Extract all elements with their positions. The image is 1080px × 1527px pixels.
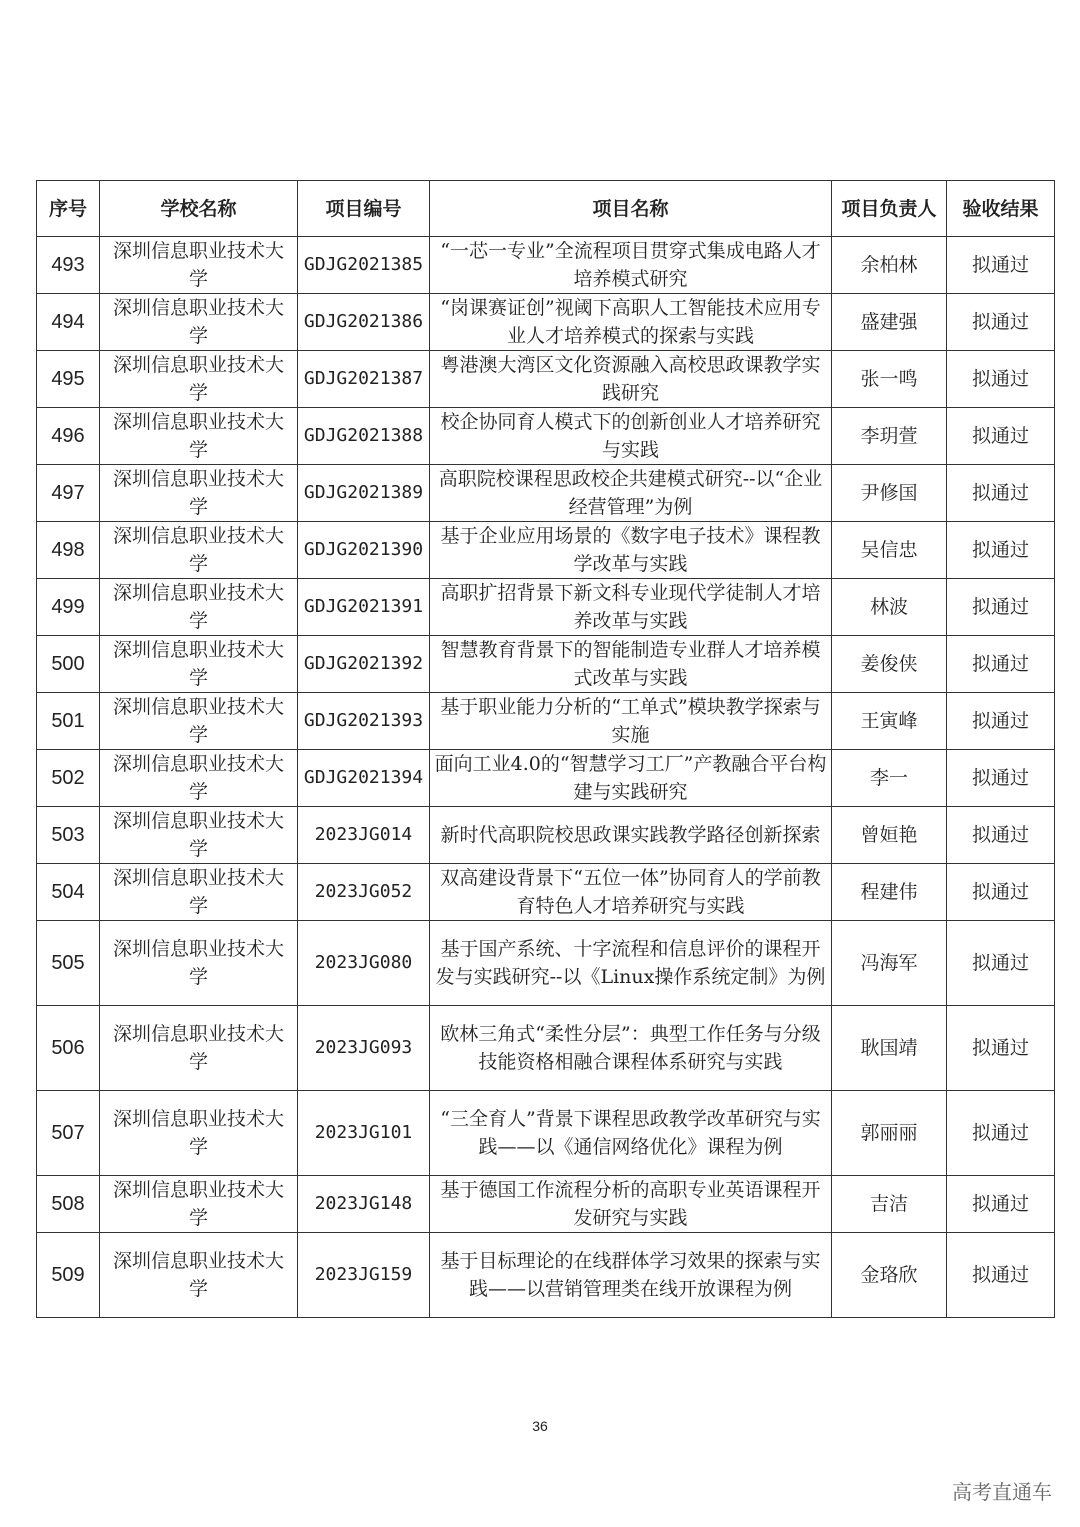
table-row (37, 1091, 1055, 1176)
project-name-cell: 智慧教育背景下的智能制造专业群人才培养模式改革与实践 (430, 636, 832, 693)
project-name-cell: 高职院校课程思政校企共建模式研究--以“企业经营管理”为例 (430, 465, 832, 522)
school-name-cell: 深圳信息职业技术大学 (100, 864, 298, 921)
school-name-cell: 深圳信息职业技术大学 (100, 522, 298, 579)
acceptance-result-cell: 拟通过 (947, 522, 1055, 579)
project-leader-cell: 李一 (832, 750, 947, 807)
acceptance-result-cell: 拟通过 (947, 579, 1055, 636)
row-number-cell: 503 (37, 807, 100, 864)
project-code-cell: 2023JG148 (298, 1176, 430, 1233)
project-leader-cell: 郭丽丽 (832, 1091, 947, 1176)
project-leader-cell: 吴信忠 (832, 522, 947, 579)
school-name-cell: 深圳信息职业技术大学 (100, 408, 298, 465)
project-code-cell: GDJG2021394 (298, 750, 430, 807)
project-leader-cell: 张一鸣 (832, 351, 947, 408)
row-number-cell: 501 (37, 693, 100, 750)
project-leader-cell: 林波 (832, 579, 947, 636)
project-code-cell: GDJG2021391 (298, 579, 430, 636)
project-leader-cell: 余柏林 (832, 237, 947, 294)
school-name-cell: 深圳信息职业技术大学 (100, 351, 298, 408)
project-name-cell: 新时代高职院校思政课实践教学路径创新探索 (430, 807, 832, 864)
school-name-cell: 深圳信息职业技术大学 (100, 1233, 298, 1318)
school-name-cell: 深圳信息职业技术大学 (100, 465, 298, 522)
project-code-cell: 2023JG159 (298, 1233, 430, 1318)
project-code-cell: 2023JG052 (298, 864, 430, 921)
row-number-cell: 495 (37, 351, 100, 408)
project-name-cell: 基于目标理论的在线群体学习效果的探索与实践——以营销管理类在线开放课程为例 (430, 1233, 832, 1318)
header-project-name: 项目名称 (430, 181, 832, 237)
table-row (37, 351, 1055, 408)
project-name-cell: 欧林三角式“柔性分层”：典型工作任务与分级技能资格相融合课程体系研究与实践 (430, 1006, 832, 1091)
project-code-cell: GDJG2021387 (298, 351, 430, 408)
acceptance-result-cell: 拟通过 (947, 294, 1055, 351)
acceptance-result-cell: 拟通过 (947, 1233, 1055, 1318)
table-row (37, 294, 1055, 351)
school-name-cell: 深圳信息职业技术大学 (100, 636, 298, 693)
row-number-cell: 504 (37, 864, 100, 921)
table-row (37, 579, 1055, 636)
acceptance-result-cell: 拟通过 (947, 1006, 1055, 1091)
school-name-cell: 深圳信息职业技术大学 (100, 294, 298, 351)
project-code-cell: GDJG2021386 (298, 294, 430, 351)
acceptance-result-cell: 拟通过 (947, 237, 1055, 294)
project-code-cell: 2023JG101 (298, 1091, 430, 1176)
table-row (37, 1006, 1055, 1091)
project-leader-cell: 冯海军 (832, 921, 947, 1006)
project-leader-cell: 程建伟 (832, 864, 947, 921)
project-code-cell: 2023JG014 (298, 807, 430, 864)
school-name-cell: 深圳信息职业技术大学 (100, 579, 298, 636)
school-name-cell: 深圳信息职业技术大学 (100, 921, 298, 1006)
table-row (37, 522, 1055, 579)
project-code-cell: 2023JG093 (298, 1006, 430, 1091)
project-name-cell: 基于国产系统、十字流程和信息评价的课程开发与实践研究--以《Linux操作系统定制》为例 (430, 921, 832, 1006)
project-code-cell: GDJG2021388 (298, 408, 430, 465)
project-name-cell: 粤港澳大湾区文化资源融入高校思政课教学实践研究 (430, 351, 832, 408)
table-row (37, 465, 1055, 522)
table-row (37, 636, 1055, 693)
header-no: 序号 (37, 181, 100, 237)
table-body (37, 237, 1055, 1318)
row-number-cell: 506 (37, 1006, 100, 1091)
school-name-cell: 深圳信息职业技术大学 (100, 1176, 298, 1233)
row-number-cell: 507 (37, 1091, 100, 1176)
project-name-cell: 基于职业能力分析的“工单式”模块教学探索与实施 (430, 693, 832, 750)
school-name-cell: 深圳信息职业技术大学 (100, 1006, 298, 1091)
project-code-cell: 2023JG080 (298, 921, 430, 1006)
header-school: 学校名称 (100, 181, 298, 237)
table-row (37, 693, 1055, 750)
row-number-cell: 508 (37, 1176, 100, 1233)
row-number-cell: 496 (37, 408, 100, 465)
row-number-cell: 502 (37, 750, 100, 807)
acceptance-result-cell: 拟通过 (947, 693, 1055, 750)
table-row (37, 807, 1055, 864)
project-name-cell: 基于德国工作流程分析的高职专业英语课程开发研究与实践 (430, 1176, 832, 1233)
acceptance-result-cell: 拟通过 (947, 1091, 1055, 1176)
project-acceptance-table (36, 180, 1055, 1318)
table-row (37, 1233, 1055, 1318)
project-name-cell: 高职扩招背景下新文科专业现代学徒制人才培养改革与实践 (430, 579, 832, 636)
acceptance-result-cell: 拟通过 (947, 807, 1055, 864)
table-row (37, 921, 1055, 1006)
row-number-cell: 498 (37, 522, 100, 579)
acceptance-result-cell: 拟通过 (947, 408, 1055, 465)
project-code-cell: GDJG2021385 (298, 237, 430, 294)
table-row (37, 237, 1055, 294)
project-name-cell: 双高建设背景下“五位一体”协同育人的学前教育特色人才培养研究与实践 (430, 864, 832, 921)
project-leader-cell: 王寅峰 (832, 693, 947, 750)
row-number-cell: 505 (37, 921, 100, 1006)
school-name-cell: 深圳信息职业技术大学 (100, 750, 298, 807)
table-row (37, 408, 1055, 465)
project-leader-cell: 盛建强 (832, 294, 947, 351)
header-result: 验收结果 (947, 181, 1055, 237)
row-number-cell: 509 (37, 1233, 100, 1318)
row-number-cell: 497 (37, 465, 100, 522)
school-name-cell: 深圳信息职业技术大学 (100, 807, 298, 864)
acceptance-result-cell: 拟通过 (947, 864, 1055, 921)
acceptance-result-cell: 拟通过 (947, 636, 1055, 693)
project-code-cell: GDJG2021392 (298, 636, 430, 693)
project-code-cell: GDJG2021389 (298, 465, 430, 522)
project-name-cell: 面向工业4.0的“智慧学习工厂”产教融合平台构建与实践研究 (430, 750, 832, 807)
page-number: 36 (532, 1418, 548, 1434)
row-number-cell: 500 (37, 636, 100, 693)
table-row (37, 1176, 1055, 1233)
project-code-cell: GDJG2021393 (298, 693, 430, 750)
header-code: 项目编号 (298, 181, 430, 237)
header-leader: 项目负责人 (832, 181, 947, 237)
school-name-cell: 深圳信息职业技术大学 (100, 693, 298, 750)
project-leader-cell: 耿国靖 (832, 1006, 947, 1091)
project-name-cell: “一芯一专业”全流程项目贯穿式集成电路人才培养模式研究 (430, 237, 832, 294)
project-leader-cell: 金珞欣 (832, 1233, 947, 1318)
acceptance-result-cell: 拟通过 (947, 465, 1055, 522)
table-row (37, 864, 1055, 921)
acceptance-result-cell: 拟通过 (947, 750, 1055, 807)
watermark: 高考直通车 (952, 1480, 1052, 1504)
project-name-cell: 校企协同育人模式下的创新创业人才培养研究与实践 (430, 408, 832, 465)
row-number-cell: 494 (37, 294, 100, 351)
project-name-cell: 基于企业应用场景的《数字电子技术》课程教学改革与实践 (430, 522, 832, 579)
project-name-cell: “三全育人”背景下课程思政教学改革研究与实践——以《通信网络优化》课程为例 (430, 1091, 832, 1176)
project-leader-cell: 曾姮艳 (832, 807, 947, 864)
table-row (37, 750, 1055, 807)
row-number-cell: 493 (37, 237, 100, 294)
acceptance-result-cell: 拟通过 (947, 921, 1055, 1006)
project-name-cell: “岗课赛证创”视阈下高职人工智能技术应用专业人才培养模式的探索与实践 (430, 294, 832, 351)
project-code-cell: GDJG2021390 (298, 522, 430, 579)
project-leader-cell: 吉洁 (832, 1176, 947, 1233)
project-leader-cell: 尹修国 (832, 465, 947, 522)
acceptance-result-cell: 拟通过 (947, 351, 1055, 408)
row-number-cell: 499 (37, 579, 100, 636)
school-name-cell: 深圳信息职业技术大学 (100, 1091, 298, 1176)
school-name-cell: 深圳信息职业技术大学 (100, 237, 298, 294)
project-leader-cell: 姜俊侠 (832, 636, 947, 693)
acceptance-result-cell: 拟通过 (947, 1176, 1055, 1233)
table-header-row (37, 181, 1055, 237)
project-leader-cell: 李玥萱 (832, 408, 947, 465)
